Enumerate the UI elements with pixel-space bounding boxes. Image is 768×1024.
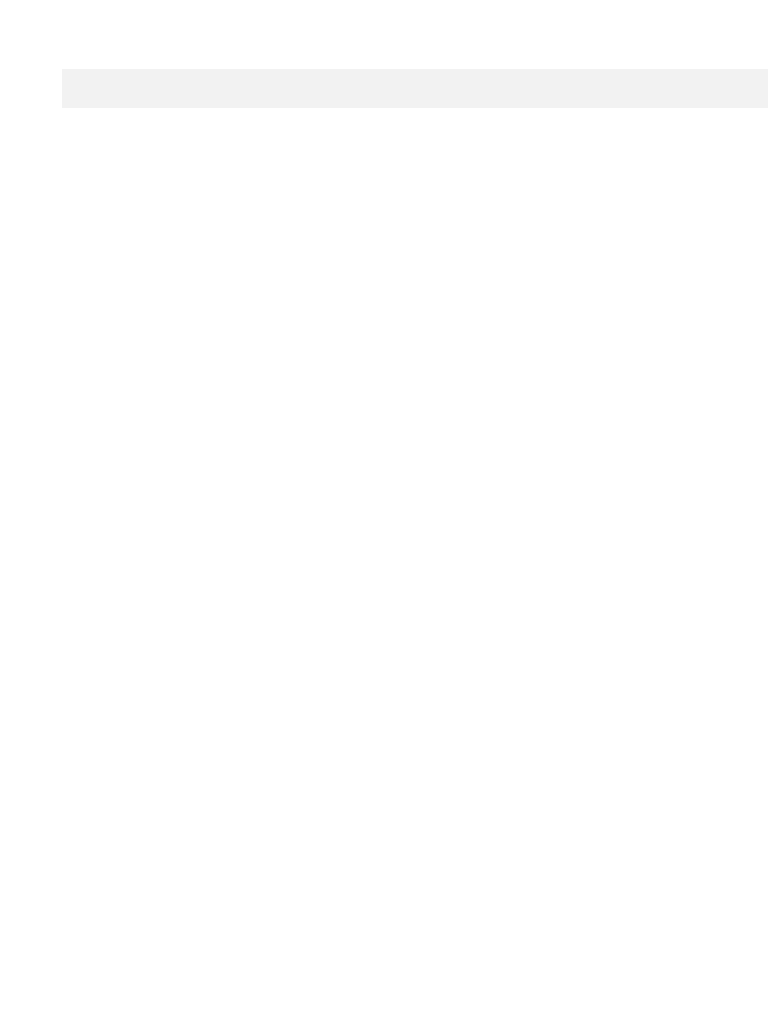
title-band <box>62 69 768 108</box>
